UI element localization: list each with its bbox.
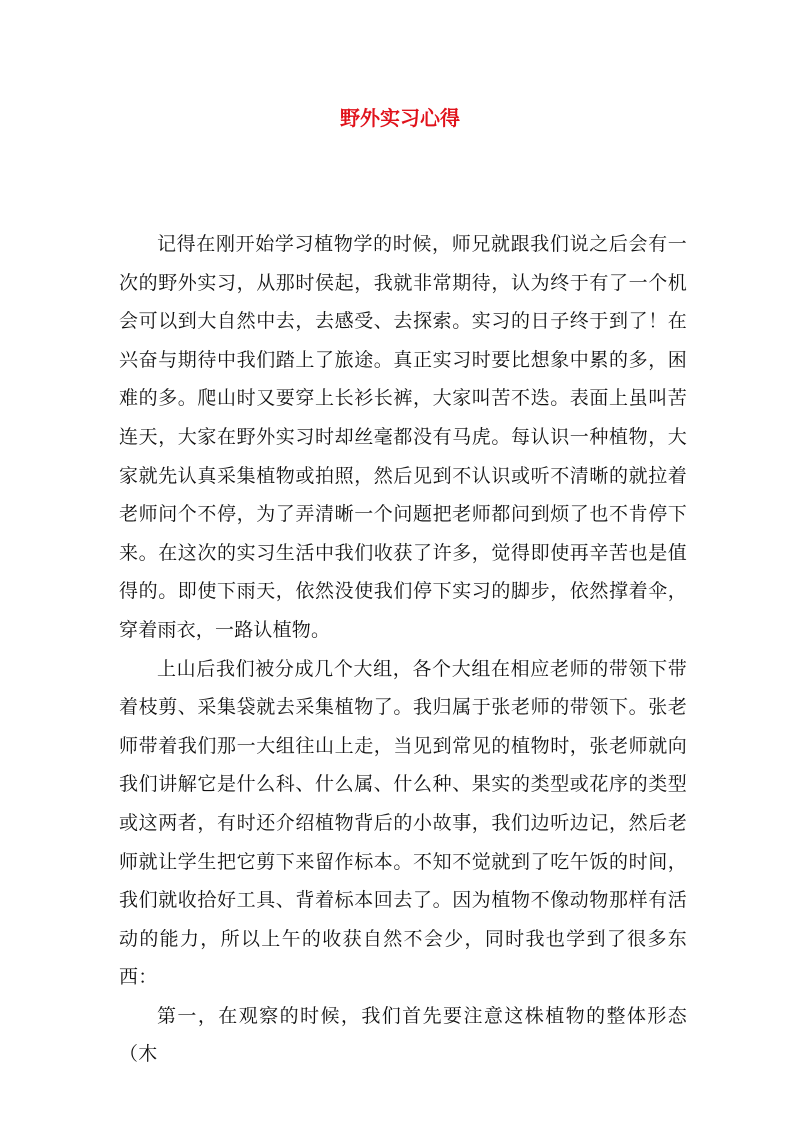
paragraph: 记得在刚开始学习植物学的时候，师兄就跟我们说之后会有一次的野外实习，从那时侯起，我就非常期待，认为终于有了一个机会可以到大自然中去，去感受、去探索。实习的日子终于到了！在兴奋与期待中我们踏上了旅途。真正实习时要比想象中累的多，困难的多。爬山时又要穿上长衫长裤，大家叫苦不迭。表面上虽叫苦连天，大家在野外实习时却丝毫都没有马虎。每认识一种植物，大家就先认真采集植物或拍照，然后见到不认识或听不清晰的就拉着老师问个不停，为了弄清晰一个问题把老师都问到烦了也不肯停下来。在这次的实习生活中我们收获了许多，觉得即使再辛苦也是值得的。即使下雨天，依然没使我们停下实习的脚步，依然撑着伞，穿着雨衣，一路认植物。: [119, 233, 687, 641]
paragraph: 上山后我们被分成几个大组，各个大组在相应老师的带领下带着枝剪、采集袋就去采集植物了。我归属于张老师的带领下。张老师带着我们那一大组往山上走，当见到常见的植物时，张老师就向我们讲解它是什么科、什么属、什么种、果实的类型或花序的类型或这两者，有时还介绍植物背后的小故事，我们边听边记，然后老师就让学生把它剪下来留作标本。不知不觉就到了吃午饭的时间，我们就收拾好工具、背着标本回去了。因为植物不像动物那样有活动的能力，所以上午的收获自然不会少，同时我也学到了很多东西：: [119, 657, 687, 989]
document-title: 野外实习心得: [340, 106, 460, 130]
document-body: [119, 225, 687, 1074]
paragraph: 第一，在观察的时候，我们首先要注意这株植物的整体形态（木: [119, 1004, 687, 1066]
